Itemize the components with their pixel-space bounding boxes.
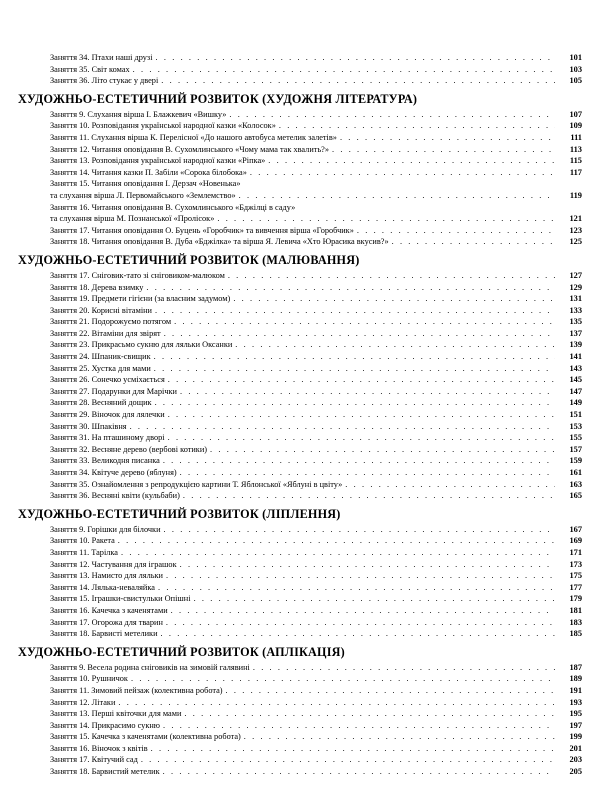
toc-entry[interactable] <box>18 685 582 697</box>
toc-entry-title: Заняття 30. Шпаківня <box>50 421 127 431</box>
toc-entry-page-number: 173 <box>569 559 582 569</box>
toc-entry-title: Заняття 18. Барвисті метелики <box>50 629 158 639</box>
toc-entry[interactable] <box>18 673 582 685</box>
toc-entry-page-number: 155 <box>569 433 582 443</box>
toc-entry[interactable] <box>18 743 582 755</box>
toc-entry[interactable] <box>18 328 582 340</box>
toc-entry-title: Заняття 25. Хустка для мами <box>50 363 151 373</box>
dot-leader <box>345 479 555 491</box>
dot-leader <box>154 363 555 375</box>
dot-leader <box>158 582 555 594</box>
toc-entry-page-number: 175 <box>569 571 582 581</box>
dot-leader <box>392 236 555 248</box>
toc-entry-title: Заняття 16. Читання оповідання В. Сухомлинського «Бджілці в саду» <box>50 202 296 212</box>
toc-entry[interactable] <box>18 731 582 743</box>
dot-leader <box>166 570 555 582</box>
toc-entry-page-number: 167 <box>569 524 582 534</box>
toc-entry[interactable] <box>18 479 582 491</box>
toc-entry-title: Заняття 12. Літаки <box>50 697 116 707</box>
toc-entry[interactable] <box>18 155 582 167</box>
toc-entry-page-number: 107 <box>569 109 582 119</box>
toc-entry[interactable] <box>18 316 582 328</box>
toc-entry[interactable] <box>18 766 582 778</box>
toc-entry-title: Заняття 17. Сніговик-тато зі сніговиком-малюком <box>50 270 225 280</box>
dot-leader <box>184 708 555 720</box>
toc-entry-title: Заняття 11. Зимовий пейзаж (колективна робота) <box>50 685 223 695</box>
toc-entry[interactable] <box>18 708 582 720</box>
dot-leader <box>163 766 555 778</box>
toc-entry-title: Заняття 34. Квітуче дерево (яблуня) <box>50 468 177 477</box>
toc-entry-title: Заняття 10. Рушничок <box>50 674 128 684</box>
toc-entry-page-number: 205 <box>569 767 582 777</box>
toc-entry[interactable] <box>18 109 582 121</box>
toc-entry[interactable] <box>18 225 582 237</box>
toc-entry-title: Заняття 14. Читання казки П. Забіли «Сорока білобока» <box>50 167 247 177</box>
dot-leader <box>168 374 555 386</box>
dot-leader <box>164 524 555 536</box>
toc-entry-page-number: 145 <box>569 375 582 385</box>
table-of-contents <box>18 52 582 778</box>
dot-leader <box>194 593 555 605</box>
toc-entry-title: Заняття 18. Дерева взимку <box>50 282 144 292</box>
toc-entry-title: Заняття 28. Весняний дощик <box>50 398 152 408</box>
toc-entry-page-number: 149 <box>569 398 582 408</box>
toc-entry-page-number: 131 <box>569 294 582 304</box>
dot-leader <box>168 409 555 421</box>
toc-entry-title: Заняття 32. Весняне дерево (вербові котики) <box>50 444 208 454</box>
toc-entry-title: Заняття 11. Слухання вірша К. Перелісної «До нашого автобуса метелик залетів» <box>50 132 337 142</box>
toc-entry[interactable] <box>18 282 582 294</box>
toc-entry-page-number: 193 <box>569 697 582 707</box>
dot-leader <box>228 270 555 282</box>
dot-leader <box>161 75 555 87</box>
dot-leader <box>210 444 555 456</box>
toc-entry[interactable] <box>18 697 582 709</box>
toc-entry[interactable] <box>18 455 582 467</box>
toc-entry[interactable] <box>18 351 582 363</box>
dot-leader <box>131 673 555 685</box>
toc-entry[interactable] <box>18 178 582 201</box>
toc-entry-title: Заняття 12. Читання оповідання В. Сухомлинського «Чому мама так хвалить?» <box>50 144 329 154</box>
toc-entry-title: Заняття 22. Вітаміни для звірят <box>50 328 161 338</box>
toc-entry-page-number: 201 <box>569 743 582 753</box>
toc-entry[interactable] <box>18 202 582 225</box>
dot-leader <box>141 754 555 766</box>
toc-entry-title: Заняття 17. Огорожа для тварин <box>50 617 163 627</box>
dot-leader <box>268 155 555 167</box>
toc-entry-title: Заняття 9. Слухання вірша І. Блажкевич «Вишку» <box>50 109 227 119</box>
dot-leader <box>171 605 555 617</box>
dot-leader <box>244 731 555 743</box>
dot-leader <box>155 397 555 409</box>
toc-entry[interactable] <box>18 535 582 547</box>
dot-leader <box>180 559 555 571</box>
dot-leader <box>151 743 555 755</box>
toc-entry-page-number: 141 <box>569 352 582 362</box>
toc-entry-page-number: 103 <box>569 64 582 74</box>
section-heading: ХУДОЖНЬО-ЕСТЕТИЧНИЙ РОЗВИТОК (ХУДОЖНЯ ЛІТЕРАТУРА) <box>18 91 418 106</box>
toc-entry-page-number: 177 <box>569 582 582 592</box>
toc-entry-title: Заняття 13. Перші квіточки для мами <box>50 709 182 719</box>
toc-entry-page-number: 143 <box>569 363 582 373</box>
dot-leader <box>174 316 555 328</box>
toc-entry-page-number: 139 <box>569 340 582 350</box>
toc-entry-title-continued: та слухання вірша М. Познанської «Пролісок» <box>50 214 215 224</box>
dot-leader <box>180 386 555 398</box>
toc-entry-page-number: 203 <box>569 755 582 765</box>
toc-entry-title: Заняття 34. Птахи наші друзі <box>50 53 153 62</box>
toc-entry-title: Заняття 15. Читання оповідання І. Дерзач «Новенька» <box>50 179 241 189</box>
toc-entry-title-continued: та слухання вірша Л. Первомайського «Землемство» <box>50 190 236 200</box>
toc-entry-page-number: 185 <box>569 629 582 639</box>
dot-leader <box>154 351 555 363</box>
toc-entry[interactable] <box>18 132 582 144</box>
dot-leader <box>161 628 555 640</box>
dot-leader <box>180 467 555 479</box>
dot-leader <box>253 662 555 674</box>
toc-entry-title: Заняття 31. На пташиному дворі <box>50 433 165 443</box>
toc-entry-page-number: 117 <box>569 167 582 177</box>
toc-entry[interactable] <box>18 559 582 571</box>
toc-entry-page-number: 121 <box>569 214 582 224</box>
toc-entry[interactable] <box>18 374 582 386</box>
toc-entry-title: Заняття 10. Ракета <box>50 536 115 546</box>
toc-entry-page-number: 163 <box>569 479 582 489</box>
toc-entry-title: Заняття 17. Читання оповідання О. Буцень «Горобчик» та вивчення вірша «Горобчик» <box>50 225 354 235</box>
toc-entry-second-line-row <box>50 190 582 202</box>
toc-entry[interactable] <box>18 236 582 248</box>
toc-entry-page-number: 127 <box>569 270 582 280</box>
toc-entry-page-number: 133 <box>569 305 582 315</box>
toc-entry[interactable] <box>18 409 582 421</box>
toc-entry-page-number: 115 <box>569 156 582 166</box>
toc-entry[interactable] <box>18 386 582 398</box>
dot-leader <box>279 120 555 132</box>
toc-entry-page-number: 125 <box>569 237 582 247</box>
dot-leader <box>226 685 555 697</box>
dot-leader <box>163 720 555 732</box>
toc-entry-second-line-row <box>50 213 582 225</box>
toc-entry-page-number: 159 <box>569 456 582 466</box>
toc-entry-page-number: 129 <box>569 282 582 292</box>
toc-entry[interactable] <box>18 605 582 617</box>
toc-entry-page-number: 147 <box>569 386 582 396</box>
toc-entry-title: Заняття 26. Сонечко усміхається <box>50 375 165 385</box>
toc-entry-title: Заняття 29. Віночок для лялечки <box>50 410 165 420</box>
dot-leader <box>118 697 555 709</box>
dot-leader <box>163 455 555 467</box>
toc-entry[interactable] <box>18 270 582 282</box>
toc-entry[interactable] <box>18 628 582 640</box>
toc-entry-page-number: 119 <box>569 190 582 200</box>
section-heading: ХУДОЖНЬО-ЕСТЕТИЧНИЙ РОЗВИТОК (ЛІПЛЕННЯ) <box>18 506 341 521</box>
toc-entry[interactable] <box>18 144 582 156</box>
toc-entry-page-number: 151 <box>569 410 582 420</box>
toc-entry-title: Заняття 9. Весела родина сніговиків на зимовій галявині <box>50 662 250 672</box>
toc-entry-title: Заняття 18. Читання оповідання В. Дуба «Бджілка» та вірша Я. Левича «Хто Юрасика вкусив?» <box>50 237 389 247</box>
toc-entry-page-number: 109 <box>569 121 582 131</box>
dot-leader <box>250 167 555 179</box>
toc-entry[interactable] <box>18 363 582 375</box>
toc-entry[interactable] <box>18 662 582 674</box>
toc-entry[interactable] <box>18 754 582 766</box>
toc-entry-page-number: 113 <box>569 144 582 154</box>
toc-entry-page-number: 197 <box>569 720 582 730</box>
toc-entry-title: Заняття 16. Віночок з квітів <box>50 743 148 753</box>
toc-entry-title: Заняття 36. Літо стукає у двері <box>50 76 159 86</box>
toc-entry[interactable] <box>18 421 582 433</box>
toc-entry-page-number: 137 <box>569 328 582 338</box>
toc-entry-title: Заняття 14. Прикрасимо сукню <box>50 720 161 730</box>
toc-entry-page-number: 101 <box>569 53 582 62</box>
toc-entry-title: Заняття 14. Лялька-неваляйка <box>50 582 155 592</box>
dot-leader <box>357 225 555 237</box>
toc-entry-title: Заняття 17. Квітучий сад <box>50 755 138 765</box>
toc-entry[interactable] <box>18 120 582 132</box>
toc-entry-page-number: 153 <box>569 421 582 431</box>
toc-entry[interactable] <box>18 547 582 559</box>
toc-entry[interactable] <box>18 64 582 76</box>
toc-entry[interactable] <box>18 52 582 64</box>
toc-entry-page-number: 199 <box>569 732 582 742</box>
dot-leader <box>146 282 555 294</box>
toc-entry-title: Заняття 9. Горішки для білочки <box>50 524 161 534</box>
toc-entry-title: Заняття 27. Подарунки для Марічки <box>50 386 177 396</box>
dot-leader <box>233 293 555 305</box>
dot-leader <box>235 339 555 351</box>
toc-entry-title: Заняття 35. Ознайомлення з репродукцією картини Т. Яблонської «Яблуні в цвіту» <box>50 479 343 489</box>
toc-entry-title: Заняття 19. Предмети гігієни (за власним задумом) <box>50 294 231 304</box>
toc-entry-page-number: 165 <box>569 491 582 501</box>
dot-leader <box>332 144 555 156</box>
toc-entry-page-number: 195 <box>569 709 582 719</box>
toc-entry-page-number: 191 <box>569 685 582 695</box>
toc-entry[interactable] <box>18 593 582 605</box>
toc-entry-title: Заняття 15. Іграшки-свистульки Опішні <box>50 594 191 604</box>
toc-entry-title: Заняття 35. Світ комах <box>50 64 130 74</box>
toc-entry-page-number: 189 <box>569 674 582 684</box>
toc-entry-title: Заняття 15. Качечка з каченятами (колективна робота) <box>50 732 241 742</box>
toc-entry[interactable] <box>18 75 582 87</box>
toc-entry[interactable] <box>18 432 582 444</box>
dot-leader <box>340 132 555 144</box>
toc-entry-page-number: 123 <box>569 225 582 235</box>
toc-entry-title: Заняття 36. Весняні квіти (кульбаби) <box>50 491 180 501</box>
toc-entry[interactable] <box>18 490 582 502</box>
dot-leader <box>133 64 555 76</box>
toc-entry-page-number: 171 <box>569 547 582 557</box>
toc-entry-title: Заняття 24. Шпаник-свищик <box>50 352 151 362</box>
toc-entry-title: Заняття 13. Розповідання української народної казки «Ріпка» <box>50 156 266 166</box>
toc-entry-title: Заняття 12. Частування для іграшок <box>50 559 177 569</box>
dot-leader <box>121 547 555 559</box>
toc-entry[interactable] <box>18 582 582 594</box>
toc-entry-page-number: 169 <box>569 536 582 546</box>
toc-entry-title: Заняття 18. Барвистий метелик <box>50 767 160 777</box>
toc-entry-title: Заняття 21. Подорожуємо потягом <box>50 317 172 327</box>
toc-entry-title: Заняття 13. Намисто для ляльки <box>50 571 163 581</box>
toc-entry-title: Заняття 11. Тарілка <box>50 547 118 557</box>
dot-leader <box>164 328 555 340</box>
dot-leader <box>229 109 555 121</box>
dot-leader <box>118 535 555 547</box>
toc-entry[interactable] <box>18 617 582 629</box>
toc-entry-page-number: 161 <box>569 468 582 477</box>
toc-entry[interactable] <box>18 305 582 317</box>
toc-entry-page-number: 105 <box>569 76 582 86</box>
toc-entry-title: Заняття 20. Корисні вітаміни <box>50 305 153 315</box>
toc-entry-page-number: 179 <box>569 594 582 604</box>
toc-entry-title: Заняття 33. Великодня писанка <box>50 456 160 466</box>
toc-entry-page-number: 187 <box>569 662 582 672</box>
toc-entry[interactable] <box>18 167 582 179</box>
toc-entry[interactable] <box>18 570 582 582</box>
toc-entry[interactable] <box>18 444 582 456</box>
toc-entry-page-number: 157 <box>569 444 582 454</box>
toc-entry-page-number: 111 <box>570 132 582 142</box>
dot-leader <box>166 617 555 629</box>
toc-entry-title: Заняття 23. Прикрасьмо сукню для ляльки Оксанки <box>50 340 233 350</box>
dot-leader <box>217 213 555 225</box>
toc-entry-title: Заняття 16. Качечка з каченятами <box>50 605 168 615</box>
dot-leader <box>183 490 555 502</box>
toc-entry[interactable] <box>18 524 582 536</box>
dot-leader <box>155 305 555 317</box>
dot-leader <box>130 421 555 433</box>
dot-leader <box>168 432 555 444</box>
section-heading: ХУДОЖНЬО-ЕСТЕТИЧНИЙ РОЗВИТОК (МАЛЮВАННЯ) <box>18 252 360 267</box>
toc-entry-title: Заняття 10. Розповідання української народної казки «Колосок» <box>50 121 276 131</box>
toc-entry-page-number: 183 <box>569 617 582 627</box>
toc-entry[interactable] <box>18 293 582 305</box>
dot-leader <box>156 52 555 64</box>
toc-entry[interactable] <box>18 467 582 479</box>
section-heading: ХУДОЖНЬО-ЕСТЕТИЧНИЙ РОЗВИТОК (АПЛІКАЦІЯ) <box>18 644 345 659</box>
toc-entry[interactable] <box>18 720 582 732</box>
dot-leader <box>239 190 555 202</box>
toc-entry-page-number: 135 <box>569 317 582 327</box>
toc-entry[interactable] <box>18 397 582 409</box>
toc-entry[interactable] <box>18 339 582 351</box>
toc-entry-page-number: 181 <box>569 605 582 615</box>
